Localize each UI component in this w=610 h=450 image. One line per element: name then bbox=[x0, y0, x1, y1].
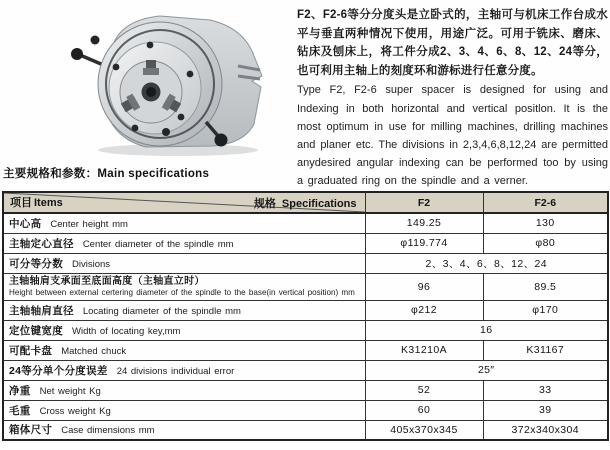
specifications-table-wrap bbox=[2, 191, 607, 441]
value-span: 2、3、4、6、8、12、24 bbox=[365, 253, 608, 273]
header-items-label: 项目 Items bbox=[10, 197, 63, 209]
value-f2-6: φ80 bbox=[483, 233, 608, 253]
value-f2-6: 33 bbox=[483, 380, 608, 400]
value-f2: 149.25 bbox=[365, 213, 483, 233]
value-f2-6: 130 bbox=[483, 213, 608, 233]
intro-english: Type F2, F2-6 super spacer is designed for using and Indexing in both horizontal and vertical positlon. It is the most optimum in use for milling machines, drilling machines and planer etc. The divisions in 2,3,4,6,8,12,24 are permitted anydesired angular indexing can be performed too by using a graduated ring on the spindle and a verner. bbox=[297, 84, 608, 188]
value-f2: φ212 bbox=[365, 300, 483, 320]
value-f2-6: 89.5 bbox=[483, 273, 608, 300]
value-f2-6: 39 bbox=[483, 400, 608, 420]
value-span: 25″ bbox=[365, 360, 608, 380]
header-col-f2-6: F2-6 bbox=[483, 192, 608, 213]
intro-text-block bbox=[297, 6, 608, 191]
value-f2: 52 bbox=[365, 380, 483, 400]
product-photo bbox=[38, 4, 290, 164]
value-span: 16 bbox=[365, 320, 608, 340]
table-row: 可分等分数 Divisions 2、3、4、6、8、12、24 bbox=[3, 253, 608, 273]
value-f2: 405x370x345 bbox=[365, 420, 483, 440]
value-f2: 60 bbox=[365, 400, 483, 420]
specifications-table bbox=[2, 191, 609, 441]
header-items-spec-cell bbox=[3, 192, 365, 213]
table-header-row bbox=[3, 192, 608, 213]
table-row: 主轴轴肩直径 Locating diameter of the spindle mm φ212 φ170 bbox=[3, 300, 608, 320]
table-row: 可配卡盘 Matched chuck K31210A K31167 bbox=[3, 340, 608, 360]
table-row: 主轴定心直径 Center diameter of the spindle mm φ119.774 φ80 bbox=[3, 233, 608, 253]
value-f2-6: φ170 bbox=[483, 300, 608, 320]
value-f2: K31210A bbox=[365, 340, 483, 360]
intro-chinese: F2、F2-6等分分度头是立卧式的，主轴可与机床工作台成水平与垂直两种情况下使用，用途广泛。可用于铣床、磨床、钻床及刨床上，将工件分成2、3、4、6、8、12、24等分，也可利用主轴上的刻度环和游标进行任意分度。 bbox=[297, 9, 608, 77]
value-f2-6: 372x340x304 bbox=[483, 420, 608, 440]
section-title: 主要规格和参数：Main specifications bbox=[3, 168, 210, 180]
value-f2: 96 bbox=[365, 273, 483, 300]
table-row: 净重 Net weight Kg 52 33 bbox=[3, 380, 608, 400]
header-spec-label: 规格 Specifications bbox=[253, 198, 357, 210]
table-row: 毛重 Cross weight Kg 60 39 bbox=[3, 400, 608, 420]
table-row: 箱体尺寸 Case dimensions mm 405x370x345 372x340x304 bbox=[3, 420, 608, 440]
table-row: 主轴轴肩支承面至底面高度（主轴直立时） Height between external certering diameter of the spindle to the base(in vertical position) mm 96 89.5 bbox=[3, 273, 608, 300]
header-col-f2: F2 bbox=[365, 192, 483, 213]
value-f2: φ119.774 bbox=[365, 233, 483, 253]
indexing-head-illustration bbox=[38, 4, 290, 164]
value-f2-6: K31167 bbox=[483, 340, 608, 360]
table-row: 24等分单个分度误差 24 divisions individual error 25″ bbox=[3, 360, 608, 380]
table-row: 中心高 Center height mm 149.25 130 bbox=[3, 213, 608, 233]
table-row: 定位键宽度 Width of locating key,mm 16 bbox=[3, 320, 608, 340]
